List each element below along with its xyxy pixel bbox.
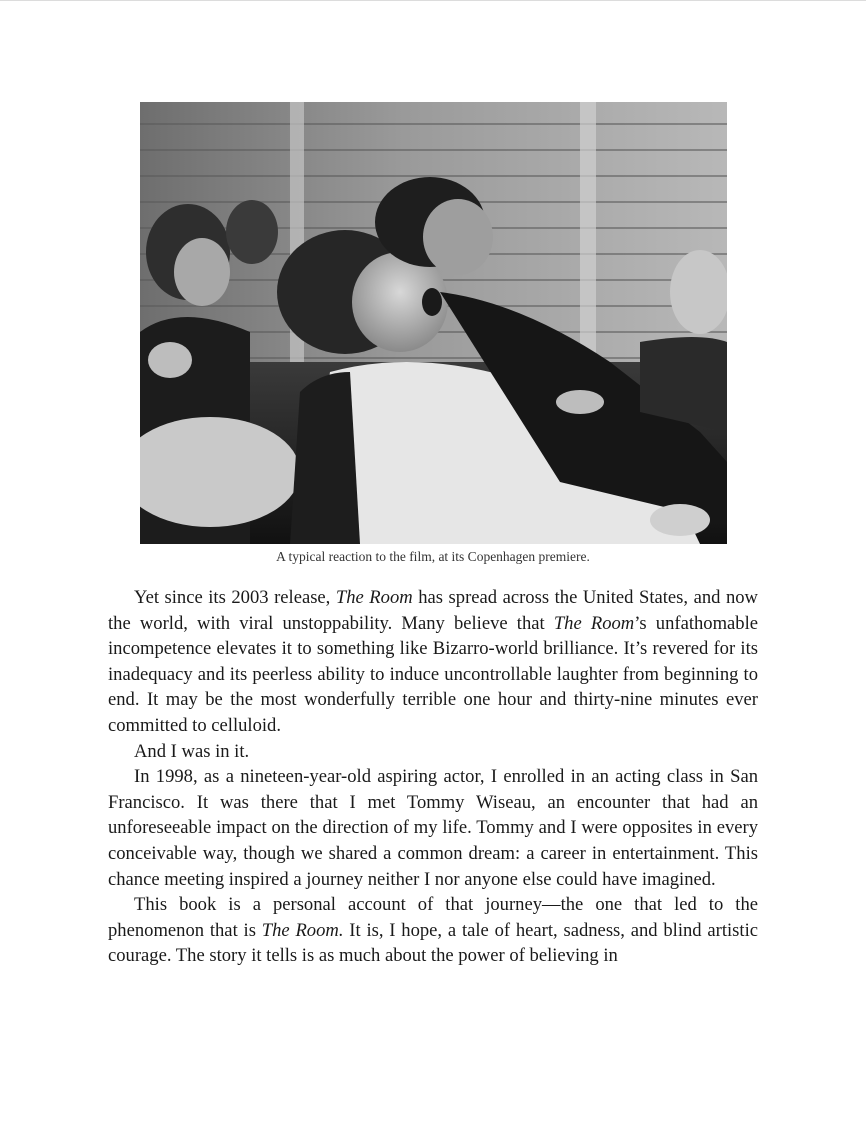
body-paragraph	[108, 764, 758, 892]
body-paragraph	[108, 739, 758, 765]
audience-laughing-photo	[140, 102, 727, 544]
paragraph-text: And I was in it.	[134, 740, 250, 762]
paragraph-text: ’s unfathomable incompetence elevates it to something like Bizarro-world brilliance. It’s revered for its inadequacy and its peerless ability to induce uncontrollable laughter from beginning to end. It may be the most wonderfully terrible one hour and thirty-nine minutes ever committed to celluloid.	[108, 612, 759, 736]
italic-title-text: The Room	[553, 612, 635, 634]
italic-title-text: The Room.	[261, 919, 344, 941]
body-paragraph	[108, 892, 758, 969]
body-paragraph	[108, 585, 758, 739]
paragraph-text: This book is a personal account of that journey—the one that led to the phenomenon that is	[108, 894, 758, 941]
paragraph-text: Yet since its 2003 release,	[134, 587, 336, 608]
paragraph-text: has spread across the United States, and now the world, with viral unstoppability. Many believe that	[108, 587, 758, 634]
photo-caption: A typical reaction to the film, at its Copenhagen premiere.	[276, 549, 590, 564]
page-top-border	[0, 0, 866, 1]
italic-title-text: The Room	[335, 587, 413, 608]
paragraph-text: It is, I hope, a tale of heart, sadness, and blind artistic courage. The story it tells is as much about the power of believing in	[108, 919, 759, 967]
body-text	[108, 585, 758, 969]
paragraph-text: In 1998, as a nineteen-year-old aspiring actor, I enrolled in an acting class in San Francisco. It was there that I met Tommy Wiseau, an encounter that had an unforeseeable impact on the direction of my life. Tommy and I were opposites in every conceivable way, though we shared a common dream: a career in entertainment. This chance meeting inspired a journey neither I nor anyone else could have imagined.	[108, 766, 758, 890]
